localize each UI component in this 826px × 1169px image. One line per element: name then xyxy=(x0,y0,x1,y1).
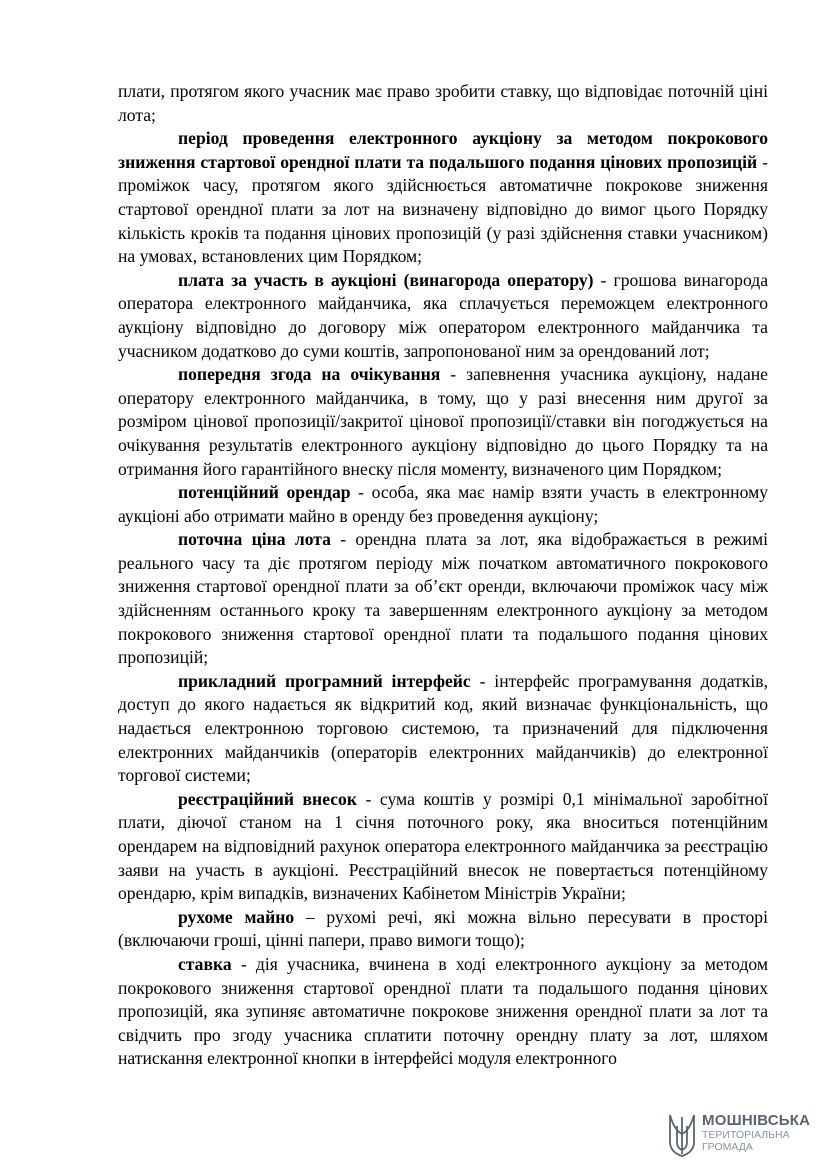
paragraph-8 xyxy=(118,788,768,906)
term-3: плата за участь в аукціоні (винагорода оператору) xyxy=(178,269,594,290)
term-10: ставка xyxy=(178,953,232,974)
term-7: прикладний програмний інтерфейс xyxy=(178,670,471,691)
definition-2: - проміжок часу, протягом якого здійснюється автоматичне покрокове зниження стартової орендної плати за лот на визначену відповідно до вимог цього Порядку кількість кроків та подання цінових пропозицій (у разі здійснення ставки учасником) на умовах, встановлених цим Порядком; xyxy=(118,151,768,267)
paragraph-3 xyxy=(118,269,768,363)
definition-4: - запевнення учасника аукціону, надане оператору електронного майданчика, в тому, що у разі внесення ним другої за розміром цінової пропозиції/закритої цінової пропозиції/ставки він погоджується на очікування результатів електронного аукціону відповідно до цього Порядку та на отримання його гарантійного внеску після моменту, визначеного цим Порядком; xyxy=(118,364,768,479)
definition-7: - інтерфейс програмування додатків, доступ до якого надається як відкритий код, який визначає функціональність, що надається електронною торговою системою, та призначений для підключення електронних майданчиків (операторів електронних майданчиків) до електронної торгової системи; xyxy=(118,670,768,786)
term-5: потенційний орендар xyxy=(178,482,351,503)
document-body xyxy=(118,80,768,1071)
paragraph-2 xyxy=(118,127,768,269)
definition-10: - дія учасника, вчинена в ході електронного аукціону за методом покрокового зниження стартової орендної плати та подальшого подання цінових пропозицій, яка зупиняє автоматичне покрокове зниження орендної плати за лот та свідчить про згоду учасника сплатити поточну орендну плату за лот, шляхом натискання електронної кнопки в інтерфейсі модуля електронного xyxy=(118,953,768,1069)
community-logo xyxy=(668,1112,810,1158)
paragraph-1: плати, протягом якого учасник має право зробити ставку, що відповідає поточній ціні лота; xyxy=(118,81,768,125)
term-8: реєстраційний внесок xyxy=(178,788,357,809)
logo-subtitle-1: ТЕРИТОРІАЛЬНА xyxy=(702,1129,790,1141)
paragraph-6 xyxy=(118,528,768,670)
term-4: попередня згода на очікування xyxy=(178,364,441,385)
definition-9: – рухомі речі, які можна вільно пересувати в просторі (включаючи гроші, цінні папери, право вимоги тощо); xyxy=(118,906,768,951)
logo-title: МОШНІВСЬКА xyxy=(702,1112,811,1129)
paragraph-5 xyxy=(118,481,768,528)
term-9: рухоме майно xyxy=(178,906,295,927)
paragraph-10 xyxy=(118,953,768,1071)
term-6: поточна ціна лота xyxy=(178,529,331,550)
logo-subtitle-2: ГРОМАДА xyxy=(702,1141,753,1153)
definition-3: - грошова винагорода оператора електронного майданчика, яка сплачується переможцем електронного аукціону відповідно до договору між оператором електронного майданчика та учасником додатково до суми коштів, запропонованої ним за орендований лот; xyxy=(118,269,768,361)
paragraph-7 xyxy=(118,670,768,788)
trident-icon xyxy=(668,1112,696,1158)
definition-6: - орендна плата за лот, яка відображається в режимі реального часу та діє протягом періоду між початком автоматичного покрокового зниження стартової орендної плати за об’єкт оренди, включаючи проміжок часу між здійсненням останнього кроку та завершенням електронного аукціону за методом покрокового зниження стартової орендної плати та подальшого подання цінових пропозицій; xyxy=(118,529,768,668)
definition-5: - особа, яка має намір взяти участь в електронному аукціоні або отримати майно в оренду без проведення аукціону; xyxy=(118,482,768,526)
paragraph-4 xyxy=(118,363,768,481)
term-2: період проведення електронного аукціону за методом покрокового зниження стартової орендної плати та подальшого подання цінових пропозицій xyxy=(118,128,768,172)
definition-8: - сума коштів у розмірі 0,1 мінімальної заробітної плати, діючої станом на 1 січня поточного року, яка вноситься потенційним орендарем на відповідний рахунок оператора електронного майданчика за реєстрацію заяви на участь в аукціоні. Реєстраційний внесок не повертається потенційному орендарю, крім випадків, визначених Кабінетом Міністрів України; xyxy=(118,788,768,904)
paragraph-9 xyxy=(118,906,768,953)
